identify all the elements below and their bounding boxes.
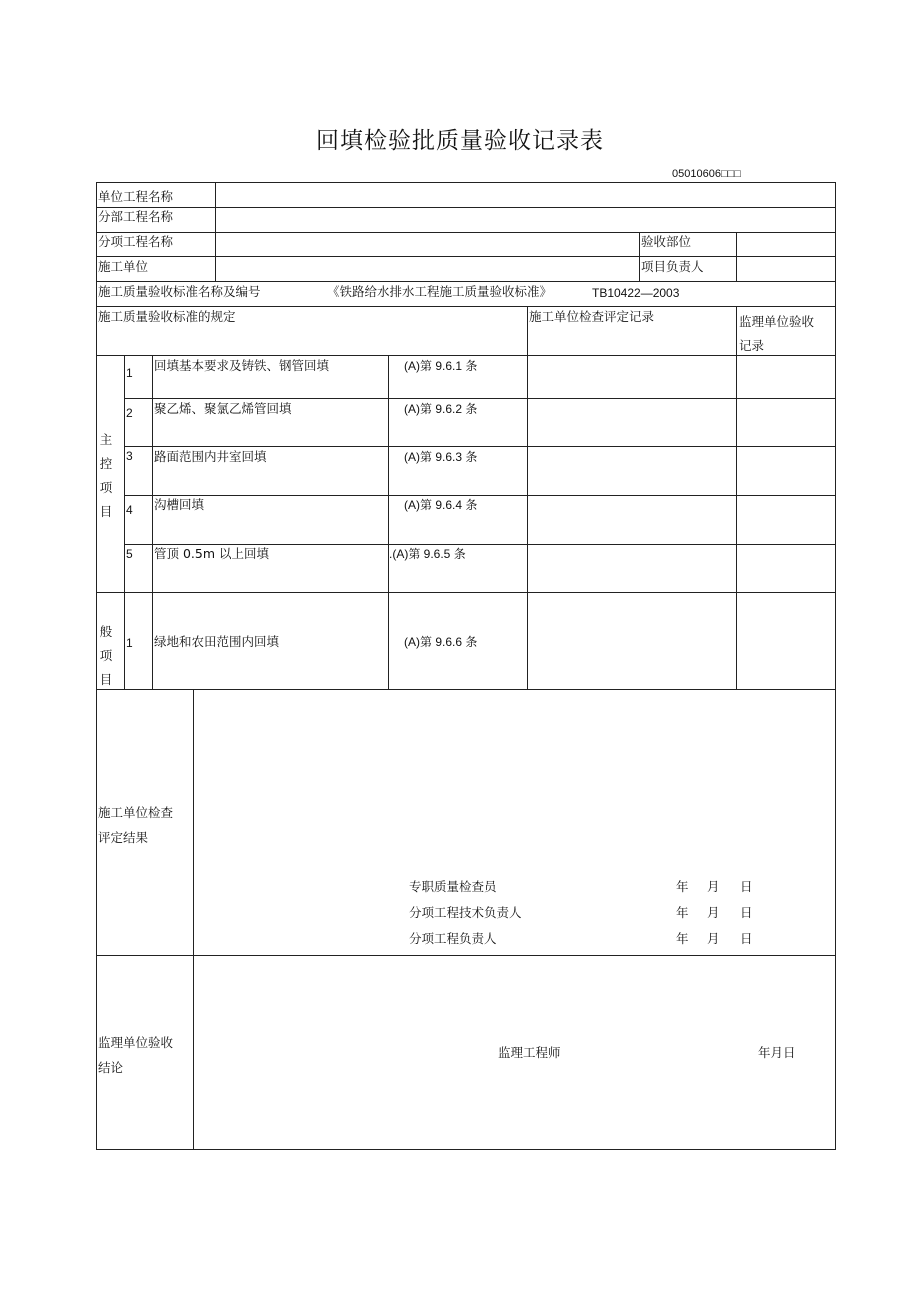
standard-name: 《铁路给水排水工程施工质量验收标准》: [327, 284, 553, 299]
main-item-clause: .(A)第 9.6.5 条: [389, 547, 466, 561]
main-items-group-label: 主 控 项 目: [99, 432, 113, 519]
general-item-clause: (A)第 9.6.6 条: [404, 635, 478, 649]
supervisor-conclusion-label-line2: 结论: [98, 1060, 124, 1075]
main-item-name: 管顶 0.5m 以上回填: [154, 546, 270, 561]
main-item-clause: (A)第 9.6.4 条: [404, 498, 478, 512]
column-divider: [639, 232, 640, 281]
main-item-no: 1: [126, 366, 133, 380]
supervisor-date-label: 年月日: [758, 1045, 796, 1060]
supervisor-record-column-header-line2: 记录: [739, 338, 765, 353]
table-border-right: [835, 182, 836, 1150]
sign-date-day: 日: [740, 905, 753, 920]
supervising-engineer-label: 监理工程师: [498, 1045, 561, 1060]
inspection-part-label: 验收部位: [641, 234, 692, 249]
main-item-name: 聚乙烯、聚氯乙烯管回填: [154, 401, 292, 416]
sign-date-day: 日: [740, 879, 753, 894]
general-item-no: 1: [126, 636, 133, 650]
project-leader-label: 项目负责人: [641, 259, 704, 274]
row-divider: [124, 446, 836, 447]
main-item-name: 沟槽回填: [154, 497, 205, 512]
row-divider: [96, 306, 836, 307]
page-title: 回填检验批质量验收记录表: [316, 128, 604, 154]
item-leader-role: 分项工程负责人: [409, 931, 497, 946]
table-border-bottom: [96, 1149, 836, 1150]
general-item-name: 绿地和农田范围内回填: [154, 634, 280, 649]
contractor-record-column-header: 施工单位检查评定记录: [529, 309, 655, 324]
row-divider: [96, 689, 836, 690]
sign-date-year: 年: [676, 879, 689, 894]
column-divider: [193, 689, 194, 1150]
sign-date-day: 日: [740, 931, 753, 946]
sign-date-month: 月: [707, 905, 720, 920]
row-divider: [124, 495, 836, 496]
row-divider: [96, 592, 836, 593]
sub-project-name-label: 分部工程名称: [98, 209, 174, 224]
contractor-result-label: 施工单位检查: [98, 805, 174, 820]
main-item-name: 回填基本要求及铸铁、钢管回填: [154, 358, 330, 373]
main-item-clause: (A)第 9.6.2 条: [404, 402, 478, 416]
main-item-no: 4: [126, 503, 133, 517]
technical-leader-role: 分项工程技术负责人: [409, 905, 522, 920]
construction-unit-label: 施工单位: [98, 259, 149, 274]
sign-date-year: 年: [676, 931, 689, 946]
main-item-clause: (A)第 9.6.1 条: [404, 359, 478, 373]
sign-date-month: 月: [707, 879, 720, 894]
standard-code: TB10422—2003: [592, 286, 680, 300]
sign-date-month: 月: [707, 931, 720, 946]
column-divider: [527, 306, 528, 689]
contractor-result-label-line2: 评定结果: [98, 830, 149, 845]
column-divider: [736, 232, 737, 281]
column-divider: [388, 355, 389, 689]
table-border-top: [96, 182, 836, 183]
main-item-no: 2: [126, 406, 133, 420]
column-divider: [736, 306, 737, 689]
row-divider: [96, 207, 836, 208]
column-divider: [152, 355, 153, 689]
item-project-name-label: 分项工程名称: [98, 234, 174, 249]
supervisor-record-column-header: 监理单位验收: [739, 314, 815, 329]
form-code: 05010606□□□: [672, 168, 741, 180]
regulation-column-header: 施工质量验收标准的规定: [98, 309, 236, 324]
row-divider: [124, 544, 836, 545]
row-divider: [96, 955, 836, 956]
main-item-no: 5: [126, 547, 133, 561]
row-divider: [96, 256, 836, 257]
sign-date-year: 年: [676, 905, 689, 920]
row-divider: [124, 398, 836, 399]
row-divider: [96, 232, 836, 233]
column-divider: [124, 355, 125, 689]
column-divider: [215, 182, 216, 281]
quality-inspector-role: 专职质量检查员: [409, 879, 497, 894]
main-item-name: 路面范围内井室回填: [154, 449, 267, 464]
supervisor-conclusion-label: 监理单位验收: [98, 1035, 174, 1050]
row-divider: [96, 355, 836, 356]
main-item-no: 3: [126, 449, 133, 463]
standard-label: 施工质量验收标准名称及编号: [98, 284, 261, 299]
unit-project-name-label: 单位工程名称: [98, 189, 174, 204]
row-divider: [96, 281, 836, 282]
general-items-group-label: 般 项 目: [99, 624, 113, 687]
main-item-clause: (A)第 9.6.3 条: [404, 450, 478, 464]
